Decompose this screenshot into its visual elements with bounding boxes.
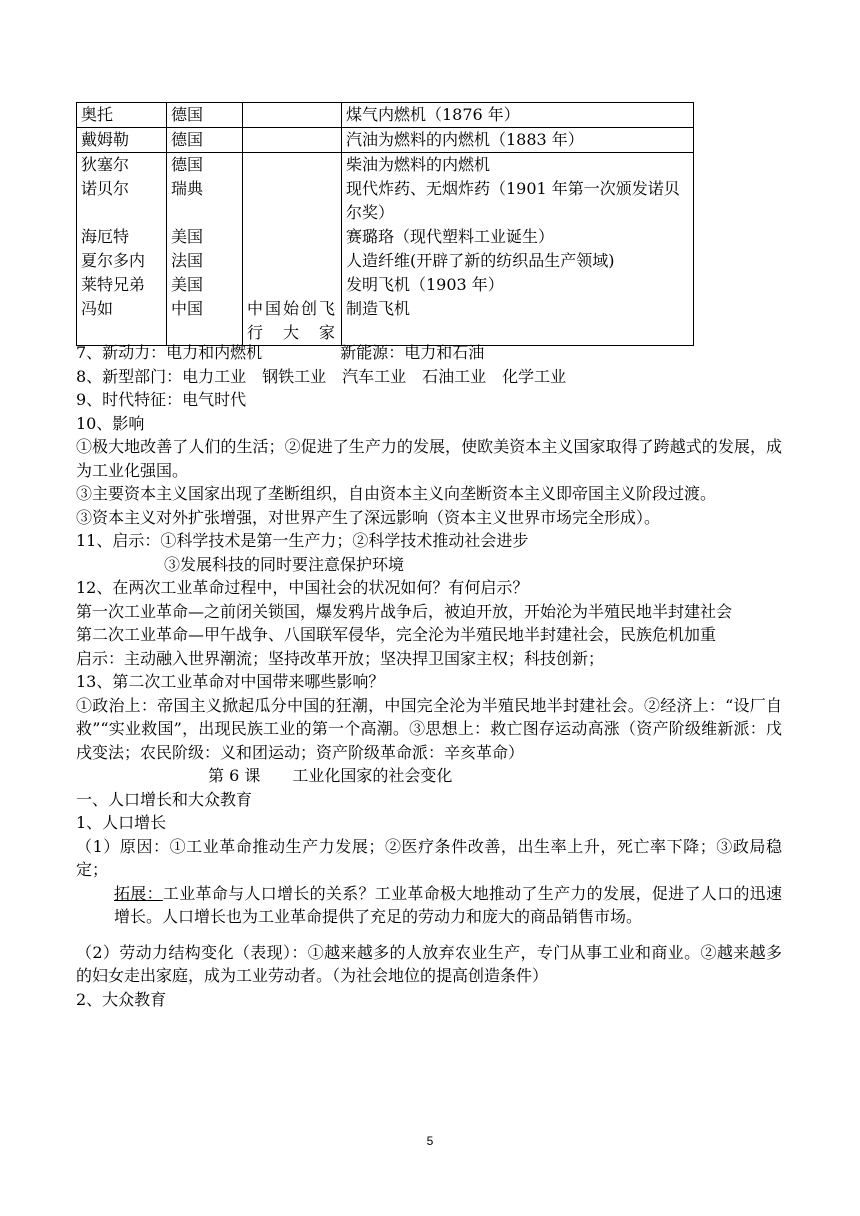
country-cell: 法国 bbox=[167, 249, 243, 273]
note-cell bbox=[243, 103, 342, 128]
item-10-point-2: ③主要资本主义国家出现了垄断组织，自由资本主义向垄断资本主义即帝国主义阶段过渡。 bbox=[76, 484, 717, 503]
country-cell: 中国 bbox=[167, 297, 243, 346]
item-10-heading: 10、影响 bbox=[76, 413, 145, 433]
inventor-cell: 奥托 bbox=[77, 103, 167, 128]
country-cell: 美国 bbox=[167, 273, 243, 297]
item-11-continued: ③发展科技的同时要注意保护环境 bbox=[164, 554, 405, 574]
page-number: 5 bbox=[426, 1134, 434, 1148]
note-cell bbox=[243, 273, 342, 297]
cause-paragraph: （1）原因：①工业革命推动生产力发展；②医疗条件改善，出生率上升，死亡率下降；③政局稳定； bbox=[76, 836, 782, 879]
item-7 bbox=[76, 341, 782, 365]
inventor-cell: 冯如 bbox=[77, 297, 167, 346]
table-row bbox=[77, 297, 694, 346]
inventor-cell: 莱特兄弟 bbox=[77, 273, 167, 297]
item-12-insight: 启示：主动融入世界潮流；坚持改革开放；坚决捍卫国家主权；科技创新； bbox=[76, 648, 605, 668]
note-cell: 中国始创飞行大家 bbox=[243, 297, 342, 346]
table-row bbox=[77, 128, 694, 153]
inventor-cell: 狄塞尔 bbox=[77, 153, 167, 178]
paragraph-gap bbox=[76, 929, 782, 941]
item-8: 8、新型部门：电力工业 钢铁工业 汽车工业 石油工业 化学工业 bbox=[76, 366, 567, 386]
item-10-point-1: ①极大地改善了人们的生活；②促进了生产力的发展，使欧美资本主义国家取得了跨越式的发展，成为工业化强国。 bbox=[76, 437, 782, 480]
item-7-energy: 新能源：电力和石油 bbox=[340, 343, 485, 362]
item-12-first-revolution: 第一次工业革命—之前闭关锁国，爆发鸦片战争后，被迫开放，开始沦为半殖民地半封建社会 bbox=[76, 601, 733, 621]
item-13-question: 13、第二次工业革命对中国带来哪些影响？ bbox=[76, 672, 385, 691]
invention-cell: 发明飞机（1903 年） bbox=[342, 273, 694, 297]
country-cell: 德国 bbox=[167, 103, 243, 128]
table-row bbox=[77, 249, 694, 273]
extension-label: 拓展： bbox=[114, 883, 163, 903]
country-cell: 美国 bbox=[167, 225, 243, 249]
inventor-cell: 诺贝尔 bbox=[77, 177, 167, 225]
table-row bbox=[77, 103, 694, 128]
section-heading: 一、人口增长和大众教育 bbox=[76, 789, 253, 809]
invention-cell: 柴油为燃料的内燃机 bbox=[342, 153, 694, 178]
invention-cell: 赛璐珞（现代塑料工业诞生） bbox=[342, 225, 694, 249]
table-row bbox=[77, 273, 694, 297]
country-cell: 德国 bbox=[167, 153, 243, 178]
invention-cell: 汽油为燃料的内燃机（1883 年） bbox=[342, 128, 694, 153]
inventor-cell: 海厄特 bbox=[77, 225, 167, 249]
table-row bbox=[77, 225, 694, 249]
table-row bbox=[77, 153, 694, 178]
note-cell bbox=[243, 128, 342, 153]
item-11: 11、启示：①科学技术是第一生产力；②科学技术推动社会进步 bbox=[76, 531, 529, 550]
item-10-point-3: ③资本主义对外扩张增强，对世界产生了深远影响（资本主义世界市场完全形成）。 bbox=[76, 507, 661, 527]
notes-body bbox=[76, 341, 782, 1011]
country-cell: 瑞典 bbox=[167, 177, 243, 225]
item-12-question: 12、在两次工业革命过程中，中国社会的状况如何？有何启示？ bbox=[76, 578, 529, 597]
extension-text: 工业革命与人口增长的关系？工业革命极大地推动了生产力的发展，促进了人口的迅速增长。人口增长也为工业革命提供了充足的劳动力和庞大的商品销售市场。 bbox=[114, 883, 782, 926]
note-cell bbox=[243, 225, 342, 249]
inventor-cell: 夏尔多内 bbox=[77, 249, 167, 273]
extension-paragraph bbox=[76, 882, 782, 929]
note-cell bbox=[243, 153, 342, 178]
subsection-heading-education: 2、大众教育 bbox=[76, 989, 167, 1009]
note-cell bbox=[243, 177, 342, 225]
invention-cell: 人造纤维(开辟了新的纺织品生产领域) bbox=[342, 249, 694, 273]
item-12-second-revolution: 第二次工业革命—甲午战争、八国联军侵华，完全沦为半殖民地半封建社会，民族危机加重 bbox=[76, 625, 717, 644]
invention-cell: 现代炸药、无烟炸药（1901 年第一次颁发诺贝尔奖） bbox=[342, 177, 694, 225]
country-cell: 德国 bbox=[167, 128, 243, 153]
item-7-power: 7、新动力：电力和内燃机 bbox=[76, 343, 263, 362]
item-9: 9、时代特征：电气时代 bbox=[76, 390, 247, 409]
lesson-title: 第 6 课 工业化国家的社会变化 bbox=[208, 766, 453, 785]
note-cell bbox=[243, 249, 342, 273]
item-13-answer: ①政治上：帝国主义掀起瓜分中国的狂潮，中国完全沦为半殖民地半封建社会。②经济上：“设厂自救”“实业救国”，出现民族工业的第一个高潮。③思想上：救亡图存运动高涨（资产阶级维新派：戊戌变法；农民阶级：义和团运动；资产阶级革命派：辛亥革命） bbox=[76, 695, 782, 762]
inventor-cell: 戴姆勒 bbox=[77, 128, 167, 153]
invention-cell: 制造飞机 bbox=[342, 297, 694, 346]
invention-cell: 煤气内燃机（1876 年） bbox=[342, 103, 694, 128]
subsection-heading: 1、人口增长 bbox=[76, 813, 167, 832]
labor-structure-paragraph: （2）劳动力结构变化（表现）：①越来越多的人放弃农业生产，专门从事工业和商业。②越来越多的妇女走出家庭，成为工业劳动者。（为社会地位的提高创造条件） bbox=[76, 942, 782, 985]
inventions-table bbox=[76, 102, 694, 346]
table-row bbox=[77, 177, 694, 225]
